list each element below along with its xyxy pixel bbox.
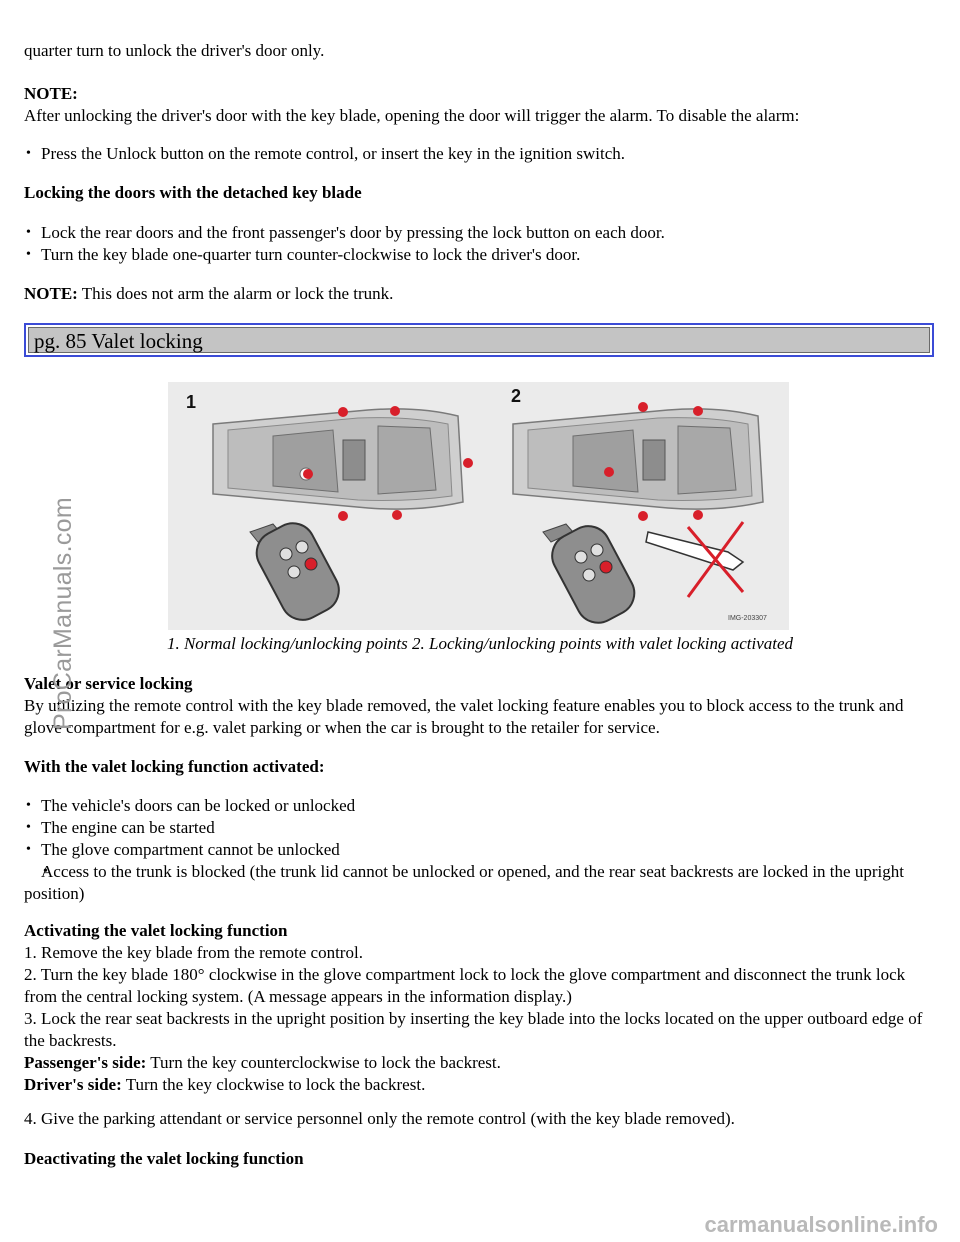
note-text: After unlocking the driver's door with the key blade, opening the door will trigger the alarm. To disable the alarm:	[24, 106, 800, 125]
deactivating-heading: Deactivating the valet locking function	[24, 1149, 304, 1168]
valet-locking-illustration	[168, 382, 789, 630]
section-header-bar	[24, 323, 934, 357]
note-label: NOTE:	[24, 284, 78, 303]
bottom-watermark: carmanualsonline.info	[704, 1212, 938, 1237]
intro-text: quarter turn to unlock the driver's door only.	[24, 41, 325, 60]
activating-section	[24, 920, 936, 1096]
step-3: 3. Lock the rear seat backrests in the upright position by inserting the key blade into the locks located on the upper outboard edge of the backrests.	[24, 1009, 923, 1050]
locking-detached-bullets	[24, 222, 936, 266]
list-item: • The engine can be started	[24, 817, 936, 839]
list-item: • The glove compartment cannot be unlocked	[24, 839, 936, 861]
valet-illustration-svg	[168, 382, 789, 630]
activated-bullets	[24, 795, 936, 905]
note-trunk	[24, 283, 936, 305]
note-bullets	[24, 143, 936, 165]
car-1-icon	[213, 409, 463, 509]
car-2-icon	[513, 409, 763, 509]
list-item: • The vehicle's doors can be locked or unlocked	[24, 795, 936, 817]
remote-key-blade-removed-icon	[543, 518, 743, 630]
figure-label-2: 2	[511, 386, 522, 406]
image-code: IMG-203307	[728, 615, 767, 622]
step-4: 4. Give the parking attendant or service personnel only the remote control (with the key blade removed).	[24, 1109, 735, 1128]
note-text: This does not arm the alarm or lock the trunk.	[81, 284, 394, 303]
valet-text: By utilizing the remote control with the key blade removed, the valet locking feature enables you to block access to the trunk and glove compartment for e.g. valet parking or when the car is brought to the retailer for service.	[24, 696, 904, 737]
side-watermark: ProCarManuals.com	[49, 497, 77, 730]
step-2: 2. Turn the key blade 180° clockwise in the glove compartment lock to lock the glove compartment and disconnect the trunk lock from the central locking system. (A message appears in the information display.)	[24, 965, 906, 1006]
note-heading: NOTE:	[24, 84, 78, 103]
activating-heading: Activating the valet locking function	[24, 921, 288, 940]
passenger-side: Passenger's side: Turn the key counterclockwise to lock the backrest.	[24, 1053, 501, 1072]
list-item: • Lock the rear doors and the front passenger's door by pressing the lock button on each door.	[24, 222, 936, 244]
note-alarm	[24, 83, 936, 127]
remote-key-icon	[249, 516, 347, 628]
figure-caption: 1. Normal locking/unlocking points 2. Locking/unlocking points with valet locking activated	[166, 634, 794, 653]
step-1: 1. Remove the key blade from the remote control.	[24, 943, 363, 962]
section-title: pg. 85 Valet locking	[34, 329, 203, 353]
driver-side: Driver's side: Turn the key clockwise to lock the backrest.	[24, 1075, 426, 1094]
list-item: • Turn the key blade one-quarter turn counter-clockwise to lock the driver's door.	[24, 244, 936, 266]
list-item: • Press the Unlock button on the remote control, or insert the key in the ignition switch.	[24, 143, 936, 165]
figure-label-1: 1	[186, 392, 197, 412]
locking-detached-heading: Locking the doors with the detached key blade	[24, 183, 362, 202]
valet-heading: Valet or service locking	[24, 674, 193, 693]
list-item: • Access to the trunk is blocked (the trunk lid cannot be unlocked or opened, and the rear seat backrests are locked in the upright position)	[24, 861, 936, 905]
activated-heading: With the valet locking function activated:	[24, 757, 325, 776]
